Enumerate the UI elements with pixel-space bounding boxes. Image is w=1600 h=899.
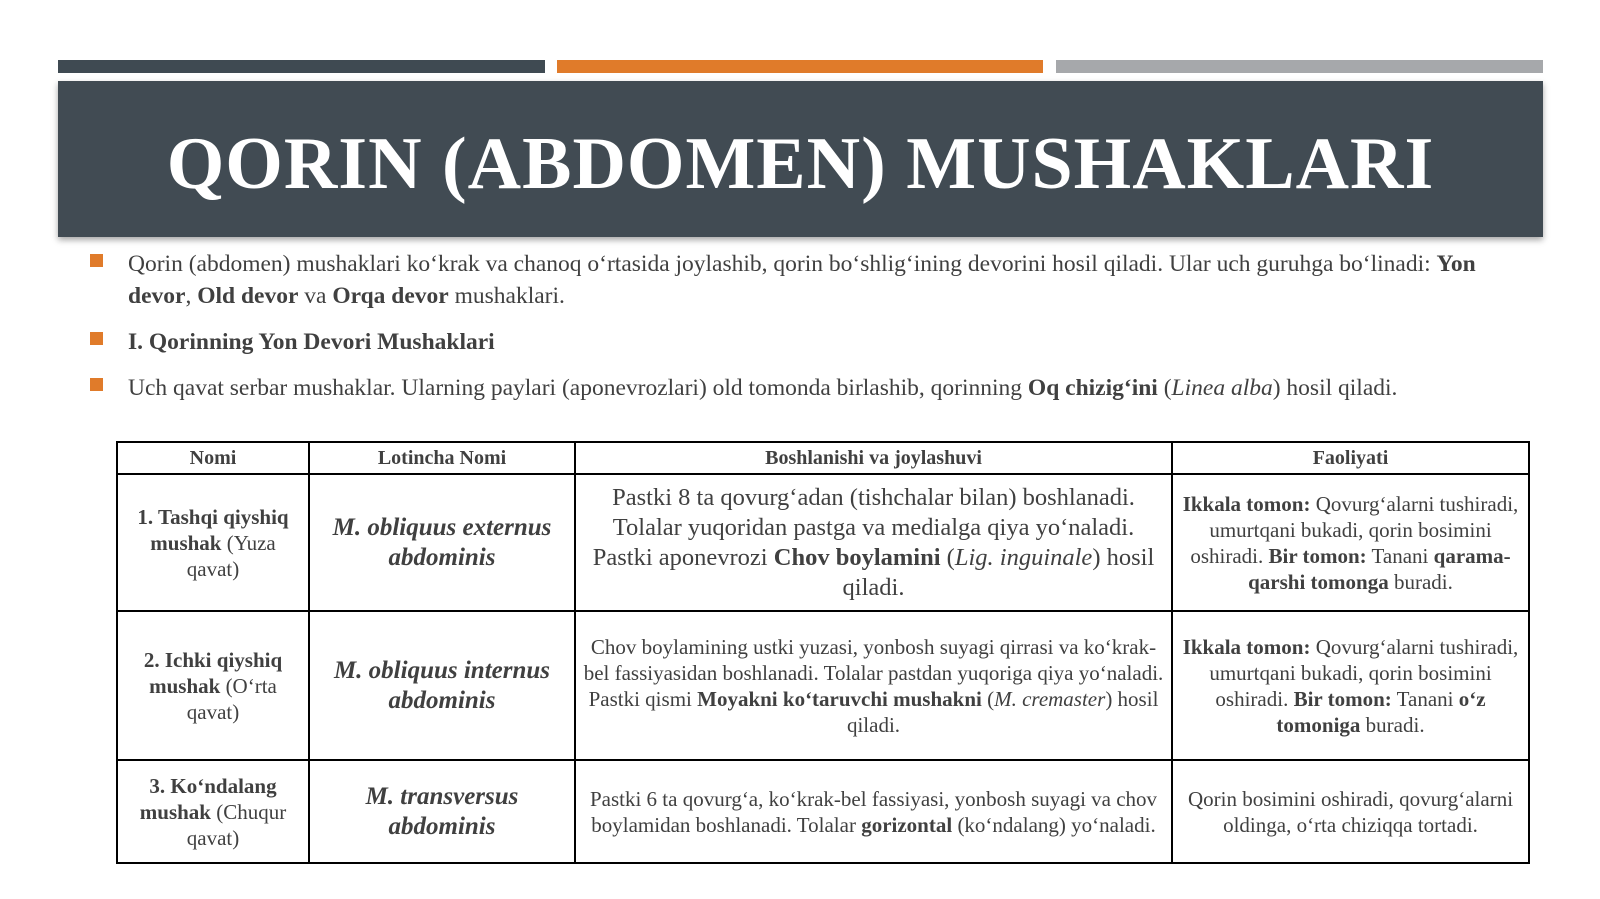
table-header-row [117, 442, 1529, 474]
bold-term: Orqa devor [332, 283, 449, 309]
origin-text: ( [981, 686, 995, 711]
column-header: Nomi [117, 442, 309, 474]
muscle-layer: (Yuza qavat) [186, 530, 276, 581]
muscle-name: 3. Ko‘ndalang mushak [139, 773, 277, 824]
table-row [117, 611, 1529, 760]
latin-name-cell: M. obliquus externus abdominis [309, 474, 575, 611]
bold-term: Ikkala tomon: [1182, 491, 1311, 516]
bold-term: Chov boylamini [773, 543, 941, 571]
origin-text: (ko‘ndalang) yo‘naladi. [952, 812, 1156, 837]
bold-term: Bir tomon: [1268, 543, 1367, 568]
italic-term: M. cremaster [994, 686, 1106, 711]
muscle-layer: (O‘rta qavat) [186, 673, 277, 724]
function-cell [1172, 611, 1529, 760]
origin-text: Pastki 8 ta qovurg‘adan (tishchalar bilan) boshlanadi. Tolalar yuqoridan pastga va medialga qiya yo‘naladi. Pastki aponevrozi [592, 483, 1135, 571]
bullet-text: va [298, 283, 333, 309]
section-heading-text: I. Qorinning Yon Devori Mushaklari [128, 329, 495, 355]
bold-term: Moyakni ko‘taruvchi mushakni [697, 686, 982, 711]
bold-term: Bir tomon: [1293, 686, 1392, 711]
origin-text: Pastki 6 ta qovurg‘a, ko‘krak-bel fassiyasi, yonbosh suyagi va chov boylamidan boshlanadi. Tolalar [589, 786, 1158, 837]
column-header: Lotincha Nomi [309, 442, 575, 474]
muscle-name: 1. Tashqi qiyshiq mushak [137, 504, 289, 555]
bold-term: o‘z tomoniga [1276, 686, 1486, 737]
function-cell [1172, 760, 1529, 863]
origin-text: Chov boylamining ustki yuzasi, yonbosh suyagi qirrasi va ko‘krak-bel fassiyasidan boshlanadi. Tolalar pastdan yuqoriga qiya yo‘naladi. Pastki qismi [583, 634, 1164, 711]
slide-title: QORIN (ABDOMEN) MUSHAKLARI [166, 122, 1435, 205]
bullet-text: Uch qavat serbar mushaklar. Ularning paylari (aponevrozlari) old tomonda birlashib, qorinning [128, 375, 1028, 401]
accent-bar-orange [557, 60, 1043, 73]
title-banner [58, 81, 1543, 237]
accent-bar-dark [58, 60, 545, 73]
bullet-section-heading [90, 326, 1510, 358]
latin-name-cell: M. obliquus internus abdominis [309, 611, 575, 760]
function-text: Tanani [1391, 686, 1459, 711]
bold-term: gorizontal [861, 812, 953, 837]
table-row [117, 474, 1529, 611]
bold-term: Ikkala tomon: [1182, 634, 1311, 659]
origin-cell [575, 611, 1172, 760]
bold-term: Oq chizig‘ini [1027, 375, 1158, 401]
muscle-name-cell [117, 611, 309, 760]
bullet-intro [90, 248, 1510, 312]
bold-term: Yon devor [128, 251, 1476, 309]
bold-term: Old devor [197, 283, 299, 309]
origin-text: ) hosil qiladi. [846, 686, 1159, 737]
bullet-text: ( [1157, 375, 1172, 401]
function-text: Qovurg‘alarni tushiradi, umurtqani bukadi, qorin bosimini oshiradi. [1190, 491, 1519, 568]
function-text: Qovurg‘alarni tushiradi, umurtqani bukadi, qorin bosimini oshiradi. [1209, 634, 1519, 711]
bullet-text: mushaklari. [448, 283, 565, 309]
muscle-name-cell [117, 760, 309, 863]
bullet-square-icon [90, 378, 103, 391]
bullet-square-icon [90, 254, 103, 267]
column-header: Boshlanishi va joylashuvi [575, 442, 1172, 474]
column-header: Faoliyati [1172, 442, 1529, 474]
muscle-name: 2. Ichki qiyshiq mushak [143, 647, 283, 698]
muscles-table [116, 441, 1530, 864]
bullet-text: ) hosil qiladi. [1272, 375, 1398, 401]
italic-term: Lig. inguinale [954, 543, 1093, 571]
bullet-list [90, 248, 1510, 404]
bullet-description [90, 372, 1510, 404]
function-text: Tanani [1366, 543, 1434, 568]
function-text: Qorin bosimini oshiradi, qovurg‘alarni oldinga, o‘rta chiziqqa tortadi. [1187, 786, 1514, 837]
bold-term: qarama-qarshi tomonga [1248, 543, 1511, 594]
bullet-text: Qorin (abdomen) mushaklari ko‘krak va chanoq o‘rtasida joylashib, qorin bo‘shlig‘ining devorini hosil qiladi. Ular uch guruhga bo‘linadi: [128, 251, 1437, 277]
origin-cell [575, 474, 1172, 611]
origin-text: ( [940, 543, 955, 571]
origin-cell [575, 760, 1172, 863]
function-text: buradi. [1388, 569, 1453, 594]
table-row [117, 760, 1529, 863]
muscle-name-cell [117, 474, 309, 611]
accent-bar-gray [1056, 60, 1543, 73]
function-text: buradi. [1360, 712, 1425, 737]
italic-term: Linea alba [1171, 375, 1273, 401]
muscle-layer: (Chuqur qavat) [186, 799, 287, 850]
origin-text: ) hosil qiladi. [842, 543, 1155, 601]
function-cell [1172, 474, 1529, 611]
bullet-square-icon [90, 332, 103, 345]
latin-name-cell: M. transversus abdominis [309, 760, 575, 863]
bullet-text: , [185, 283, 198, 309]
